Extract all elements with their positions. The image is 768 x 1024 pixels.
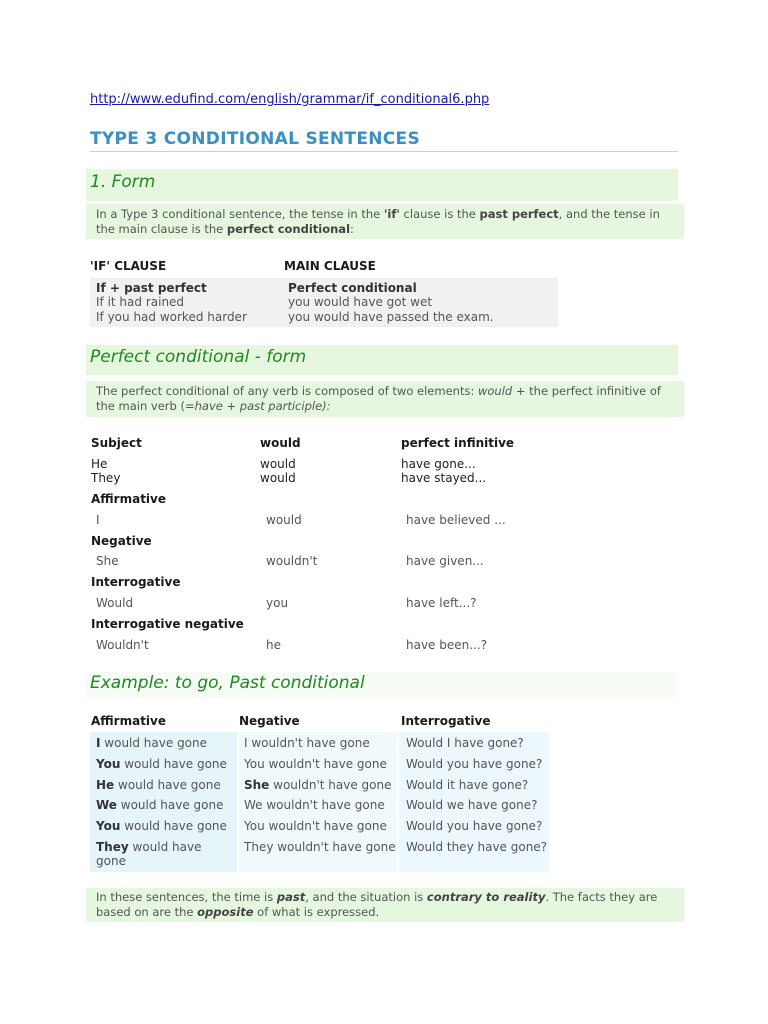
group-cell: have been...? xyxy=(406,638,488,652)
example-negative-cell xyxy=(244,736,370,750)
example-header-interrogative: Interrogative xyxy=(401,714,491,728)
group-label-interrogative-negative: Interrogative negative xyxy=(91,617,244,631)
pc-example-subject: They xyxy=(91,471,121,485)
example-interrogative-cell: Would I have gone? xyxy=(406,736,524,750)
group-label-negative: Negative xyxy=(91,534,152,548)
intro-text: + the perfect infinitive of the main verb (= xyxy=(96,384,661,413)
intro-text: : xyxy=(350,222,354,236)
group-cell: have given... xyxy=(406,554,484,568)
example-negative-cell xyxy=(244,819,387,833)
example-verb: gone xyxy=(96,854,126,868)
example-verb: We wouldn't have gone xyxy=(244,798,385,812)
closing-emphasis: opposite xyxy=(197,905,254,919)
example-verb: I wouldn't have gone xyxy=(244,736,370,750)
example-affirmative-cell xyxy=(96,798,224,812)
intro-emphasis: 'if' xyxy=(383,207,400,221)
example-subject: They xyxy=(96,840,129,854)
group-cell: you xyxy=(266,596,289,610)
example-verb: wouldn't have gone xyxy=(269,778,392,792)
group-cell: have believed ... xyxy=(406,513,506,527)
example-affirmative-cell xyxy=(96,819,227,833)
form-intro xyxy=(86,204,684,239)
closing-text: In these sentences, the time is xyxy=(96,890,277,904)
group-cell: Wouldn't xyxy=(96,638,149,652)
group-cell: he xyxy=(266,638,281,652)
example-interrogative-cell: Would you have gone? xyxy=(406,757,543,771)
example-negative-cell xyxy=(244,798,385,812)
example-affirmative-cell xyxy=(96,757,227,771)
example-negative-cell xyxy=(244,778,391,792)
source-link[interactable]: http://www.edufind.com/english/grammar/if_conditional6.php xyxy=(90,92,490,107)
example-verb: would have gone xyxy=(114,778,221,792)
group-label-affirmative: Affirmative xyxy=(91,492,166,506)
closing-emphasis: contrary to reality xyxy=(426,890,546,904)
intro-italic: have + past participle): xyxy=(194,399,331,413)
pc-example-infinitive: have stayed... xyxy=(401,471,487,485)
example-verb: would have gone xyxy=(116,798,224,812)
main-row-1: Perfect conditional xyxy=(288,281,417,295)
closing-text: of what is expressed. xyxy=(253,905,380,919)
closing-text: . The facts they are based on are the xyxy=(96,890,658,919)
form-table xyxy=(90,278,558,327)
form-heading-box xyxy=(86,169,678,201)
pc-example-subject: He xyxy=(91,457,108,471)
pc-heading-box xyxy=(86,345,678,375)
example-subject: You xyxy=(96,757,121,771)
if-row-2: If it had rained xyxy=(96,295,185,309)
pc-intro xyxy=(86,381,684,417)
example-negative-cell xyxy=(244,757,387,771)
example-interrogative-cell: Would it have gone? xyxy=(406,778,529,792)
example-negative-cell xyxy=(244,840,396,854)
intro-text: , and the tense in the main clause is the xyxy=(96,207,660,236)
example-verb: You wouldn't have gone xyxy=(244,757,387,771)
form-heading: 1. Form xyxy=(90,172,156,192)
example-interrogative-cell: Would you have gone? xyxy=(406,819,543,833)
example-heading-box xyxy=(86,672,678,698)
if-row-3: If you had worked harder xyxy=(96,310,247,324)
example-header-negative: Negative xyxy=(239,714,300,728)
pc-header-would: would xyxy=(260,436,301,450)
intro-text: clause is the xyxy=(399,207,480,221)
pc-example-would: would xyxy=(260,471,296,485)
pc-header-infinitive: perfect infinitive xyxy=(401,436,515,450)
group-label-interrogative: Interrogative xyxy=(91,575,181,589)
example-subject: He xyxy=(96,778,115,792)
intro-emphasis: past perfect xyxy=(479,207,559,221)
intro-text: In a Type 3 conditional sentence, the tense in the xyxy=(96,207,384,221)
example-subject: We xyxy=(96,798,117,812)
pc-heading: Perfect conditional - form xyxy=(90,347,307,367)
example-interrogative-cell: Would they have gone? xyxy=(406,840,548,854)
group-cell: would xyxy=(266,513,302,527)
if-clause-header: 'IF' CLAUSE xyxy=(90,259,167,273)
intro-emphasis: perfect conditional xyxy=(226,222,351,236)
if-row-1: If + past perfect xyxy=(96,281,207,295)
example-interrogative-cell: Would we have gone? xyxy=(406,798,538,812)
example-affirmative-cell xyxy=(96,778,221,792)
example-verb: would have gone xyxy=(100,736,208,750)
group-cell: Would xyxy=(96,596,134,610)
pc-example-would: would xyxy=(260,457,296,471)
example-subject: You xyxy=(96,819,121,833)
group-cell: She xyxy=(96,554,119,568)
example-verb: They wouldn't have gone xyxy=(244,840,396,854)
closing-note xyxy=(86,888,684,922)
main-clause-header: MAIN CLAUSE xyxy=(284,259,376,273)
group-cell: wouldn't xyxy=(266,554,318,568)
example-verb: would have xyxy=(128,840,202,854)
example-affirmative-cell xyxy=(96,736,207,750)
main-row-2: you would have got wet xyxy=(288,295,433,309)
closing-emphasis: past xyxy=(276,890,306,904)
pc-example-infinitive: have gone... xyxy=(401,457,476,471)
example-heading: Example: to go, Past conditional xyxy=(90,673,365,693)
closing-text: , and the situation is xyxy=(305,890,427,904)
example-verb: would have gone xyxy=(120,819,227,833)
example-verb: would have gone xyxy=(120,757,227,771)
intro-italic: would xyxy=(477,384,513,398)
example-subject: She xyxy=(244,778,270,792)
example-verb: You wouldn't have gone xyxy=(244,819,387,833)
title-divider xyxy=(90,151,678,152)
group-cell: I xyxy=(96,513,100,527)
intro-text: The perfect conditional of any verb is composed of two elements: xyxy=(96,384,478,398)
example-header-affirmative: Affirmative xyxy=(91,714,166,728)
page-title: TYPE 3 CONDITIONAL SENTENCES xyxy=(90,129,420,149)
example-affirmative-cell xyxy=(96,840,202,868)
example-subject: I xyxy=(96,736,101,750)
pc-header-subject: Subject xyxy=(91,436,142,450)
group-cell: have left...? xyxy=(406,596,477,610)
main-row-3: you would have passed the exam. xyxy=(288,310,494,324)
